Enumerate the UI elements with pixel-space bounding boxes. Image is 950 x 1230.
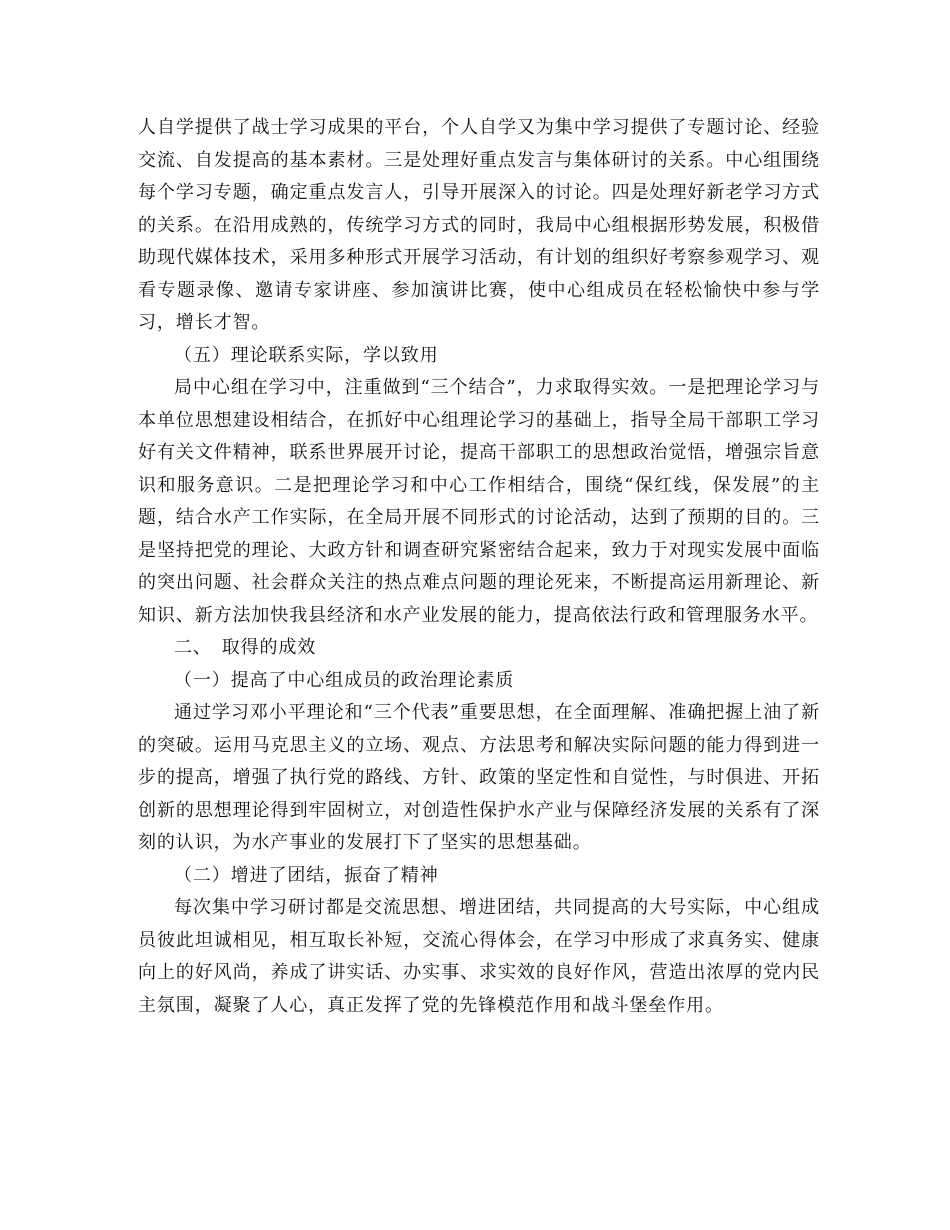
heading-achievements: 二、 取得的成效 xyxy=(174,637,317,658)
heading-theory-practice: （五）理论联系实际，学以致用 xyxy=(174,344,439,366)
paragraph-study-methods: 人自学提供了战士学习成果的平台，个人自学又为集中学习提供了专题讨论、经验交流、自发提高的基本素材。三是处理好重点发言与集体研讨的关系。中心组围绕每个学习专题，确定重点发言人，引导开展深入的讨论。四是处理好新老学习方式的关系。在沿用成熟的，传统学习方式的同时，我局中心组根据形势发展，积极借助现代媒体技术，采用多种形式开展学习活动，有计划的组织好考察参观学习、观看专题录像、邀请专家讲座、参加演讲比赛，使中心组成员在轻松愉快中参与学习，增长才智。 xyxy=(138,117,820,333)
heading-unity-spirit: （二）增进了团结，振奋了精神 xyxy=(174,864,439,886)
paragraph-unity-spirit: 每次集中学习研讨都是交流思想、增进团结，共同提高的大号实际，中心组成员彼此坦诚相见，相互取长补短，交流心得体会，在学习中形成了求真务实、健康向上的好风尚，养成了讲实话、办实事、求实效的良好作风，营造出浓厚的党内民主氛围，凝聚了人心，真正发挥了党的先锋模范作用和战斗堡垒作用。 xyxy=(138,897,820,1016)
paragraph-political-quality: 通过学习邓小平理论和“三个代表”重要思想，在全面理解、准确把握上油了新的突破。运用马克思主义的立场、观点、方法思考和解决实际问题的能力得到进一步的提高，增强了执行党的路线、方针、政策的坚定性和自觉性，与时俱进、开拓创新的思想理论得到牢固树立，对创造性保护水产业与保障经济发展的关系有了深刻的认识，为水产事业的发展打下了坚实的思想基础。 xyxy=(138,702,820,853)
document-body xyxy=(138,112,820,1022)
heading-political-quality: （一）提高了中心组成员的政治理论素质 xyxy=(174,669,515,691)
paragraph-three-combinations: 局中心组在学习中，注重做到“三个结合”，力求取得实效。一是把理论学习与本单位思想建设相结合，在抓好中心组理论学习的基础上，指导全局干部职工学习好有关文件精神，联系世界展开讨论，提高干部职工的思想政治觉悟，增强宗旨意识和服务意识。二是把理论学习和中心工作相结合，围绕“保红线，保发展”的主题，结合水产工作实际，在全局开展不同形式的讨论活动，达到了预期的目的。三是坚持把党的理论、大政方针和调查研究紧密结合起来，致力于对现实发展中面临的突出问题、社会群众关注的热点难点问题的理论死来，不断提高运用新理论、新知识、新方法加快我县经济和水产业发展的能力，提高依法行政和管理服务水平。 xyxy=(138,377,820,626)
